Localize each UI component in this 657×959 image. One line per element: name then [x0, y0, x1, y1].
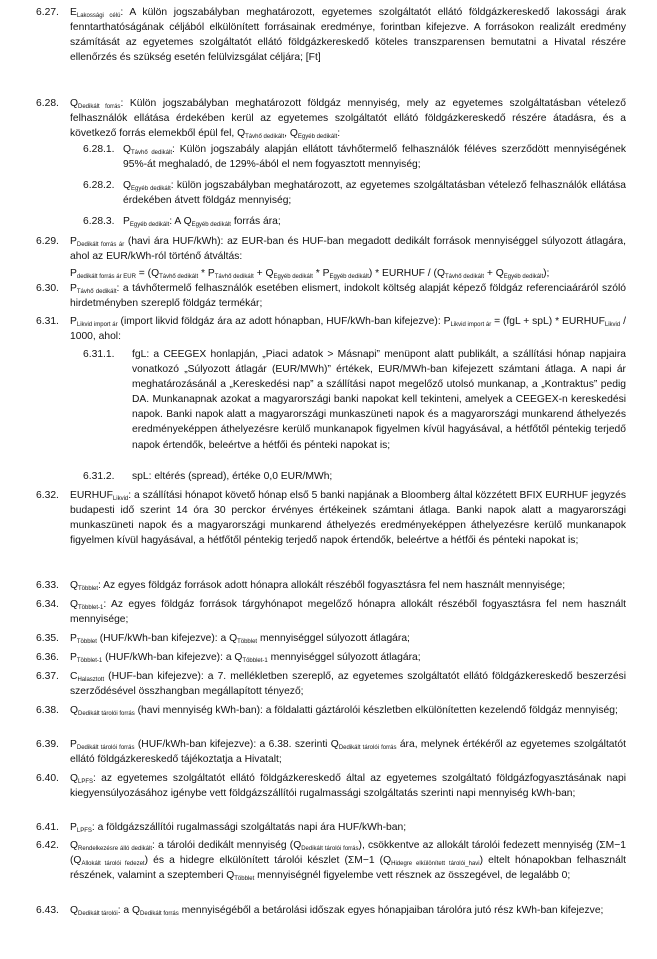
item-number: 6.43.	[36, 905, 59, 916]
item-number: 6.40.	[36, 773, 59, 784]
item-number: 6.31.2.	[83, 471, 115, 482]
item-number: 6.41.	[36, 822, 59, 833]
item-text: spL: eltérés (spread), értéke 0,0 EUR/MWh;	[132, 471, 333, 482]
item-number: 6.38.	[36, 705, 59, 716]
item-text: $P_{Dedikált forrás ár}$ (havi ára HUF/kWh): az EUR-ban és HUF-ban megadott dedikált források mennyiséggel súlyozott átlagára, ahol az EUR/kWh-ról történő átváltás:	[70, 236, 626, 263]
item-text: $Q_{Egyéb dedikált}$: külön jogszabályban meghatározott, az egyetemes szolgáltatásban vételező felhasználók ellátása érdekében átvett földgáz mennyiség;	[123, 180, 626, 207]
item-number: 6.31.	[36, 316, 59, 327]
item-number: 6.28.2.	[83, 180, 115, 191]
item-text: $P_{Többlet}$ (HUF/kWh-ban kifejezve): a $Q_{Többlet}$ mennyiséggel súlyozott átlagára;	[70, 633, 410, 645]
item-number: 6.34.	[36, 599, 59, 610]
item-number: 6.36.	[36, 652, 59, 663]
item-text: fgL: a CEEGEX honlapján, „Piaci adatok > Másnapi” menüpont alatt publikált, a szállítási hónap napjaira vonatkozó „Súlyozott átlagár (EUR/MWh)” értékek, EUR/MWh-ban kifejezett számtani átlaga. A napi ár meghatározásánál a „Kereskedési nap” a szállítási napot megelőző utolsó munkanap, a „Kontraktus” pedig DA. Munkanapnak azokat a magyarországi banki napokat kell tekinteni, amelyek a CEEGEX-n kereskedési napok. Banki napok alatt a magyarországi munkaszüneti napok és a magyarországi munkarend áthelyezés eredményeképpen áthelyezésre kerülő munkanapok figyelmen kívül hagyásával, a hétfőtől péntekig terjedő napok értendők, beleértve a hétfői és pénteki napokat is;	[132, 349, 626, 451]
item-text: $Q_{Rendelkezésre álló dedikált}$: a tárolói dedikált mennyiség $(Q_{Dedikált tárolói forrás})$, csökkentve az allokált tárolói fedezett mennyiség (ΣM−1 $(Q_{Allokált tárolói fedezet})$ és a hidegre elkülönített tárolói készlet (ΣM−1 $(Q_{Hidegre elkülönített tárolói\_havi})$ eltelt hónapokban felhasznált részének, valamint a szeptemberi $Q_{Többlet}$ mennyiségnél figyelembe vett résznek az összegével, de legalább 0;	[70, 840, 626, 883]
item-text: $P_{Dedikált tárolói forrás}$ (HUF/kWh-ban kifejezve): a 6.38. szerinti $Q_{Dedikált tárolói forrás}$ ára, melynek értékéről az egyetemes szolgáltatót ellátó földgázkereskedő tájékoztatja a Hivatalt;	[70, 739, 626, 766]
item-number: 6.39.	[36, 739, 59, 750]
item-text: $Q_{Többlet}$: Az egyes földgáz források adott hónapra allokált részéből fogyasztásra fel nem használt mennyisége;	[70, 580, 566, 592]
item-text: $P_{Egyéb dedikált}$: A $Q_{Egyéb dedikált}$ forrás ára;	[123, 216, 281, 228]
item-text: $Q_{Többlet-1}$: Az egyes földgáz források tárgyhónapot megelőző hónapra allokált részéből fogyasztásra fel nem használt mennyisége;	[70, 599, 626, 626]
item-text: $P_{Távhő dedikált}$: a távhőtermelő felhasználók esetében elismert, indokolt költség alapját képező földgáz referenciaáráról szóló hirdetményben szereplő földgáz termékár;	[70, 283, 626, 310]
item-text: $P_{Likvid import ár}$ (import likvid földgáz ára az adott hónapban, HUF/kWh-ban kifejezve): $P_{Likvid import ár} = (fgL + spL)$ * $EURHUF_{Likvid} / 1000$, ahol:	[70, 316, 626, 343]
item-number: 6.30.	[36, 283, 59, 294]
item-number: 6.31.1.	[83, 349, 115, 360]
item-number: 6.42.	[36, 840, 59, 851]
item-number: 6.29.	[36, 236, 59, 247]
item-text: $E_{Lakossági célú}$: A külön jogszabályban meghatározott, egyetemes szolgáltatót ellátó földgázkereskedő lakossági árak fenntarthatóságának céljából elkülönített forrásainak eredménye, forintban kifejezve. A forrásokon realizált eredmény számítását az egyetemes szolgáltatót ellátó földgázkereskedő köteles transzparensen bemutatni a Hivatal részére ellenőrzés és szükség esetén felülvizsgálat céljára; [Ft]	[70, 7, 626, 64]
item-number: 6.28.1.	[83, 144, 115, 155]
item-number: 6.28.	[36, 98, 59, 109]
item-text: $EURHUF_{Likvid}$: a szállítási hónapot követő hónap első 5 banki napjának a Bloomberg által közzétett BFIX EURHUF jegyzés budapesti idő szerint 14 óra 30 perckor érvényes értékeinek számtani átlaga. Banki napok alatt a magyarországi munkaszüneti napok és a magyarországi munkarend áthelyezés eredményeképpen áthelyezésre kerülő munkanapok figyelmen kívül hagyásával, a hétfőtől péntekig terjedő napok értendők, beleértve a hétfői és pénteki napokat is;	[70, 490, 626, 547]
formula-text: $P_{dedikált forrás ár EUR} = (Q_{Távhő dedikált} * P_{Távhő dedikált} + Q_{Egyéb dedikált} * P_{Egyéb dedikált})$ * EURHUF / $(Q_{Távhő dedikált} + Q_{Egyéb dedikált})$;	[70, 268, 550, 280]
item-number: 6.27.	[36, 7, 59, 18]
item-number: 6.28.3.	[83, 216, 115, 227]
item-text: $Q_{Dedikált tárolói}$: a $Q_{Dedikált forrás}$ mennyiségéből a betárolási időszak egyes hónapjaiban tárolóra jutó rész kWh-ban kifejezve;	[70, 905, 604, 917]
item-text: $Q_{Dedikált tárolói forrás}$ (havi mennyiség kWh-ban): a földalatti gáztárolói készletben elkülönítetten kezelendő földgáz mennyiség;	[70, 705, 618, 717]
item-text: $P_{Többlet-1}$ (HUF/kWh-ban kifejezve): a $Q_{Többlet-1}$ mennyiséggel súlyozott átlagára;	[70, 652, 421, 664]
item-number: 6.32.	[36, 490, 59, 501]
item-number: 6.33.	[36, 580, 59, 591]
item-number: 6.35.	[36, 633, 59, 644]
item-text: $P_{LPFS}$: a földgázszállítói rugalmassági szolgáltatás napi ára HUF/kWh-ban;	[70, 822, 407, 834]
item-text: $Q_{Távhő dedikált}$: Külön jogszabály alapján ellátott távhőtermelő felhasználók féléves szerződött mennyiségének 95%-át meghaladó, de 129%-ából el nem fogyasztott mennyiség;	[123, 144, 626, 171]
item-text: $Q_{Dedikált forrás}$: Külön jogszabályban meghatározott földgáz mennyiség, mely az egyetemes szolgáltatásban vételező felhasználók ellátása érdekében kerül az egyetemes szolgáltatót ellátó földgázkereskedő részére átadásra, és a következő forrás elemekből épül fel, $Q_{Távhő dedikált}$, $Q_{Egyéb dedikált}$:	[70, 98, 626, 141]
item-text: $C_{Halasztott}$ (HUF-ban kifejezve): a 7. mellékletben szereplő, az egyetemes szolgáltatót ellátó földgázkereskedő beszerzési szerződésével összhangban megállapított tényező;	[70, 671, 626, 698]
item-text: $Q_{LPFS}$: az egyetemes szolgáltatót ellátó földgázkereskedő által az egyetemes szolgáltató földgázfogyasztásának napi kiegyensúlyozásához igénybe vett földgázszállítói rugalmassági szolgáltatás szerinti napi mennyiség kWh-ban;	[70, 773, 626, 800]
item-number: 6.37.	[36, 671, 59, 682]
